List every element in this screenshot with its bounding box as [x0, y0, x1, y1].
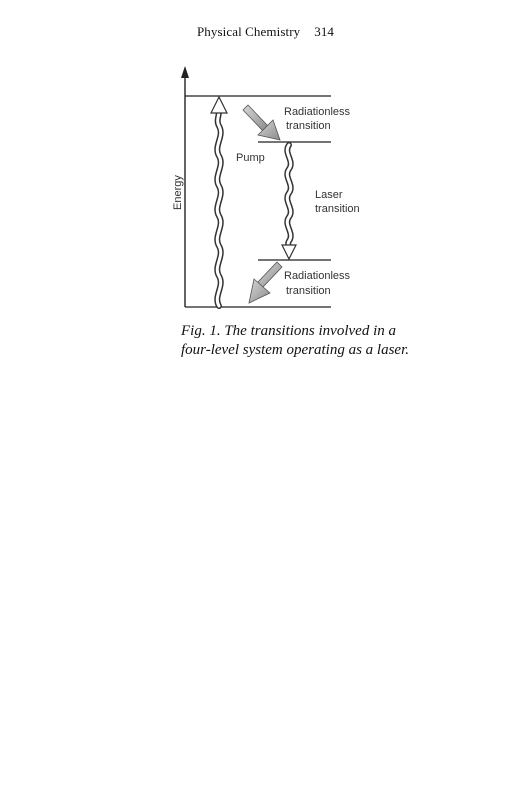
pump-arrowhead	[211, 97, 227, 113]
laser-label-line1: Laser	[315, 189, 343, 201]
energy-axis-label: Energy	[172, 175, 184, 210]
energy-level-diagram	[0, 0, 531, 340]
diagram-svg	[0, 0, 531, 340]
radiationless-top-label-line1: Radiationless	[284, 106, 351, 118]
caption-line-2: four-level system operating as a laser.	[181, 342, 410, 358]
radiationless-bottom-arrow	[249, 262, 282, 303]
radiationless-bottom-label-line1: Radiationless	[284, 270, 351, 282]
laser-label-line2: transition	[315, 203, 360, 215]
laser-arrowhead	[282, 245, 296, 259]
radiationless-bottom-label-line2: transition	[286, 285, 331, 297]
radiationless-top-arrow	[243, 105, 280, 140]
page-number: 314	[314, 24, 335, 39]
running-title: Physical Chemistry	[196, 24, 301, 39]
pump-label: Pump	[236, 152, 265, 164]
energy-axis-arrowhead	[181, 66, 189, 78]
radiationless-top-label-line2: transition	[286, 120, 331, 132]
caption-line-1: Fig. 1. The transitions involved in a	[181, 323, 396, 339]
figure-caption	[181, 322, 481, 360]
